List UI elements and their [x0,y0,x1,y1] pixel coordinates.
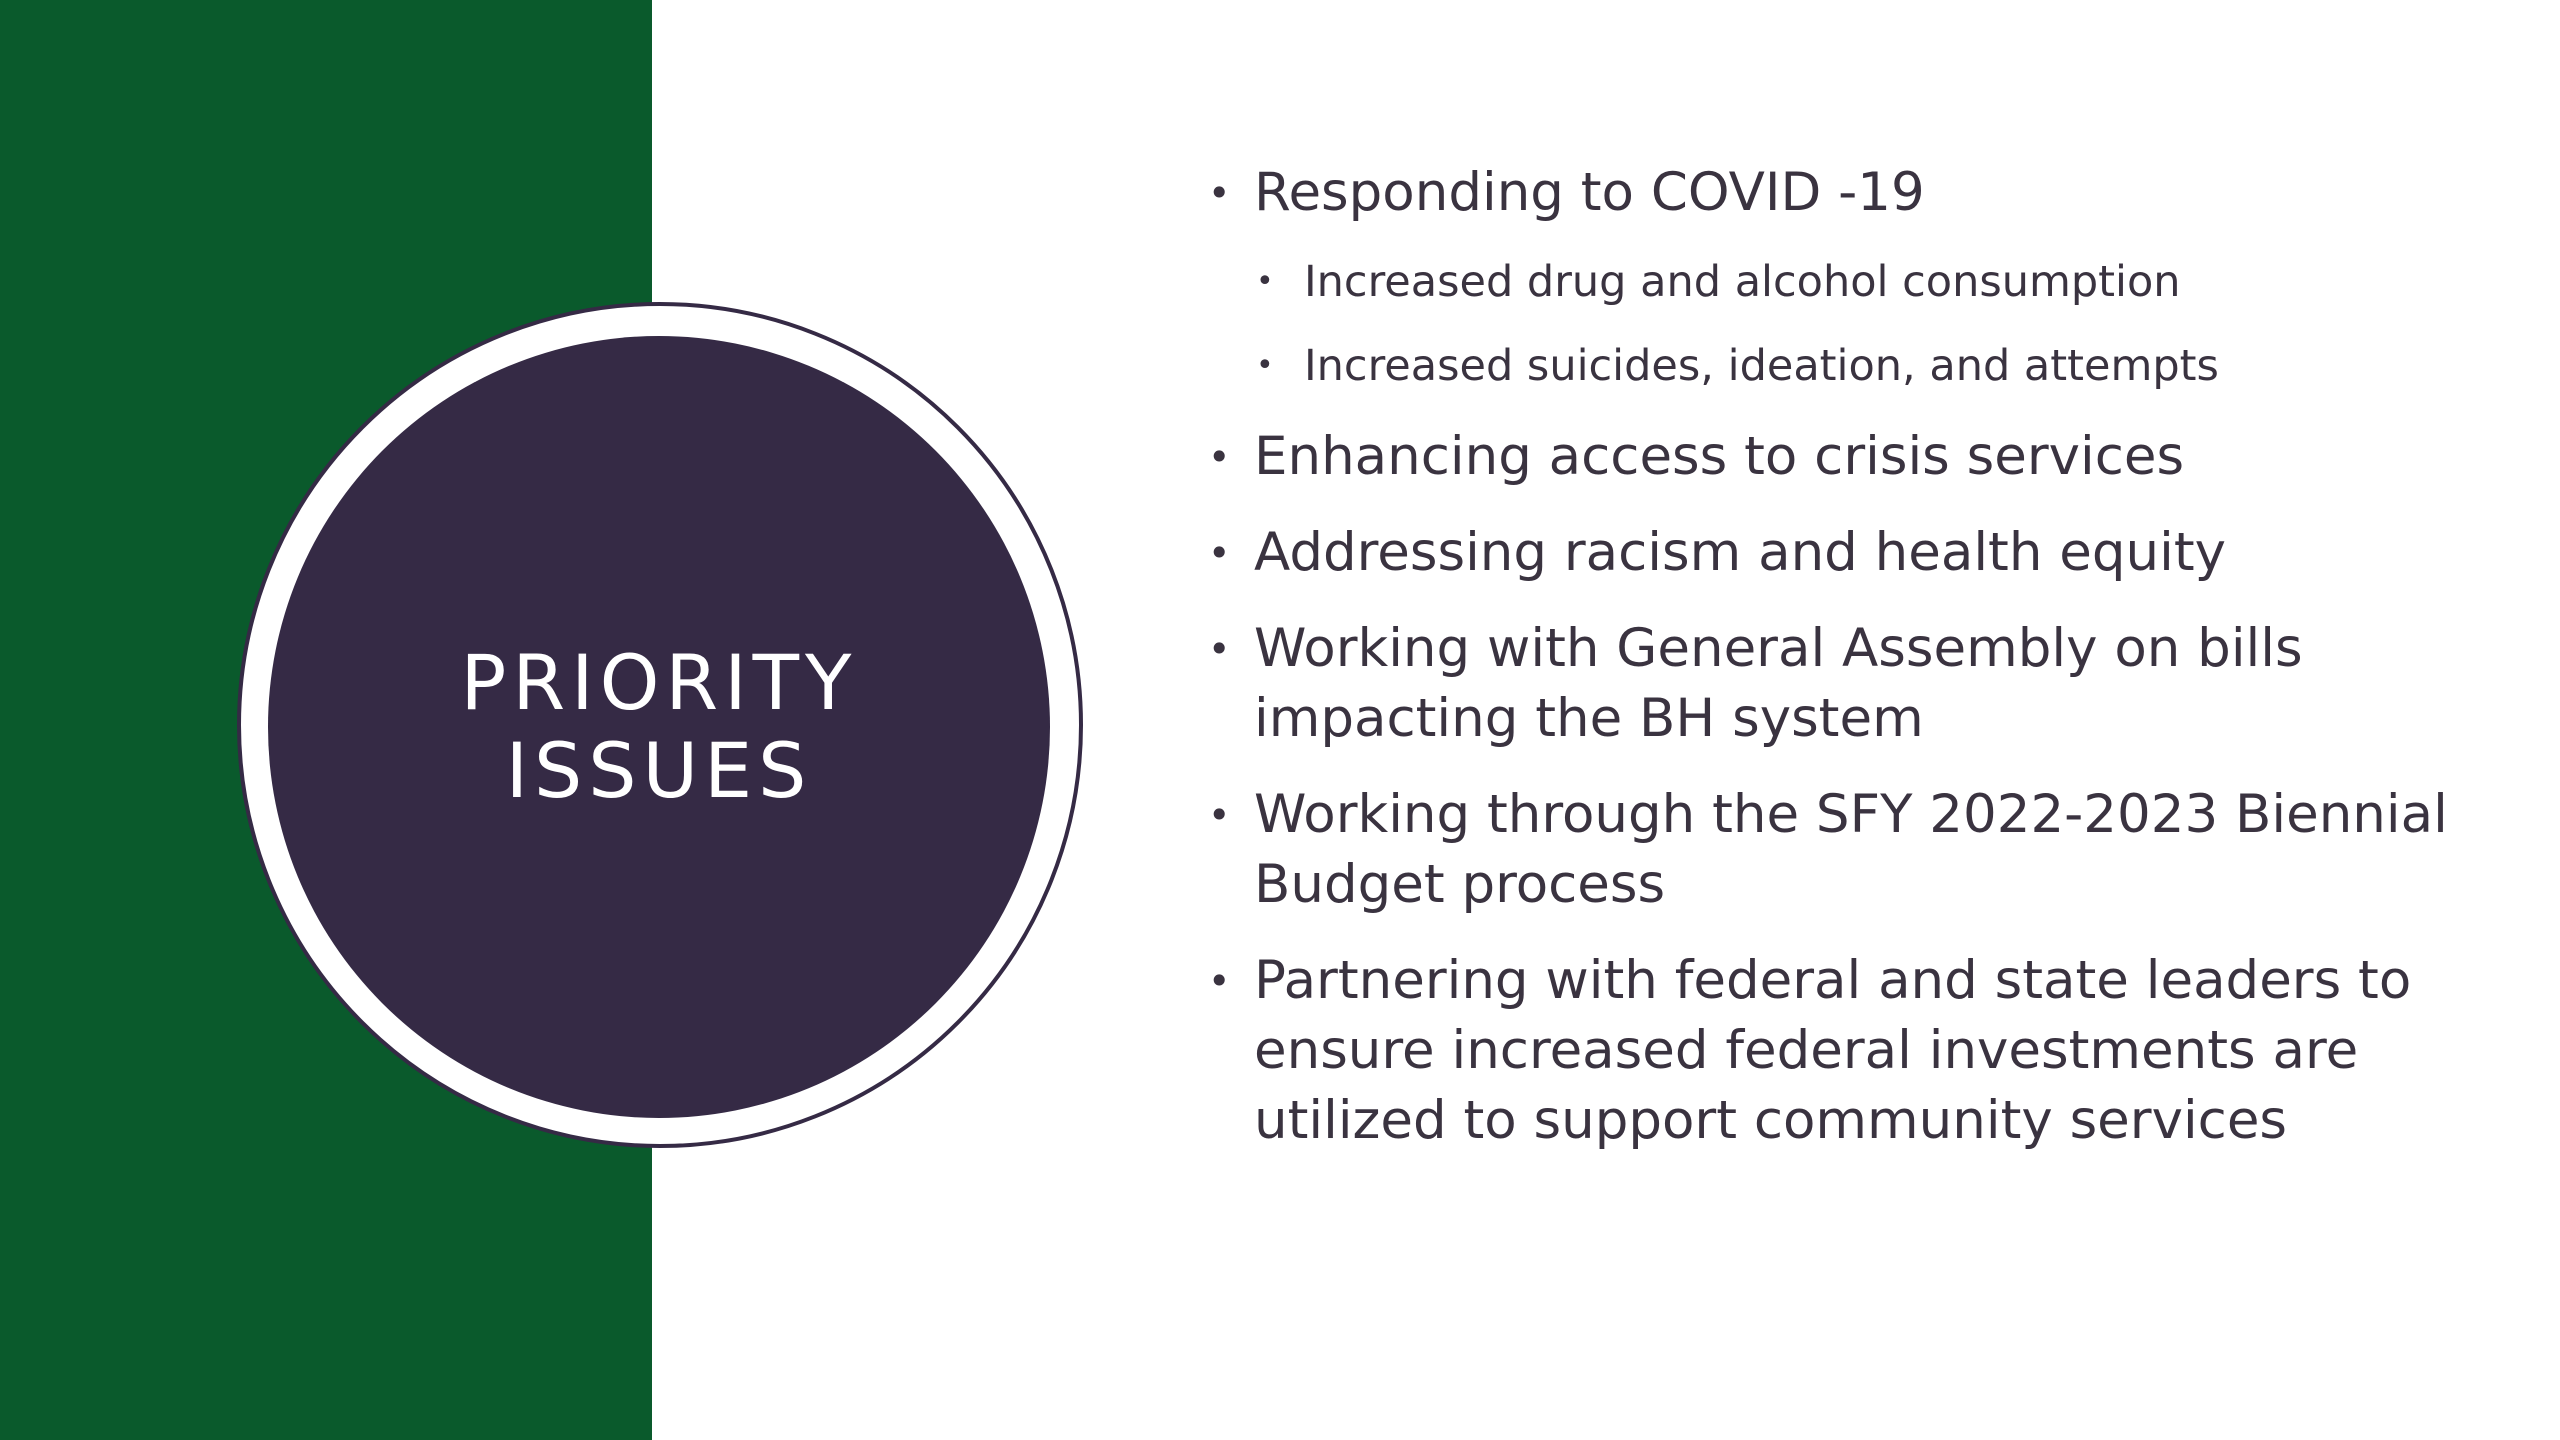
bullet-dot-icon: • [1208,531,1231,575]
bullet-content [1200,158,2540,1182]
bullet-text: Working through the SFY 2022-2023 Biennial Budget process [1254,784,2448,915]
bullet-dot-icon: • [1256,348,1274,383]
bullet-text: Addressing racism and health equity [1254,522,2226,583]
bullet-text: Increased drug and alcohol consumption [1304,257,2181,307]
bullet-dot-icon: • [1256,264,1274,299]
bullet-text: Responding to COVID -19 [1254,162,1925,223]
slide-title-line-1: PRIORITY [460,638,858,727]
bullet-item [1200,518,2540,588]
bullet-dot-icon: • [1208,627,1231,671]
bullet-item [1200,614,2540,754]
bullet-dot-icon: • [1208,171,1231,215]
bullet-item [1200,422,2540,492]
bullet-text: Working with General Assembly on bills impacting the BH system [1254,618,2303,749]
bullet-dot-icon: • [1208,793,1231,837]
bullet-item [1200,780,2540,920]
bullet-text: Partnering with federal and state leaders to ensure increased federal investments are utilized to support community services [1254,950,2412,1151]
slide-title [461,639,858,815]
title-circle [268,336,1050,1118]
bullet-list [1200,158,2540,1156]
bullet-text: Increased suicides, ideation, and attempts [1304,341,2219,391]
sub-bullet-item [1200,254,2540,310]
bullet-dot-icon: • [1208,435,1231,479]
slide-title-line-2: ISSUES [505,726,813,815]
bullet-text: Enhancing access to crisis services [1254,426,2185,487]
bullet-dot-icon: • [1208,959,1231,1003]
sub-bullet-item [1200,338,2540,394]
bullet-item [1200,946,2540,1156]
bullet-item [1200,158,2540,228]
